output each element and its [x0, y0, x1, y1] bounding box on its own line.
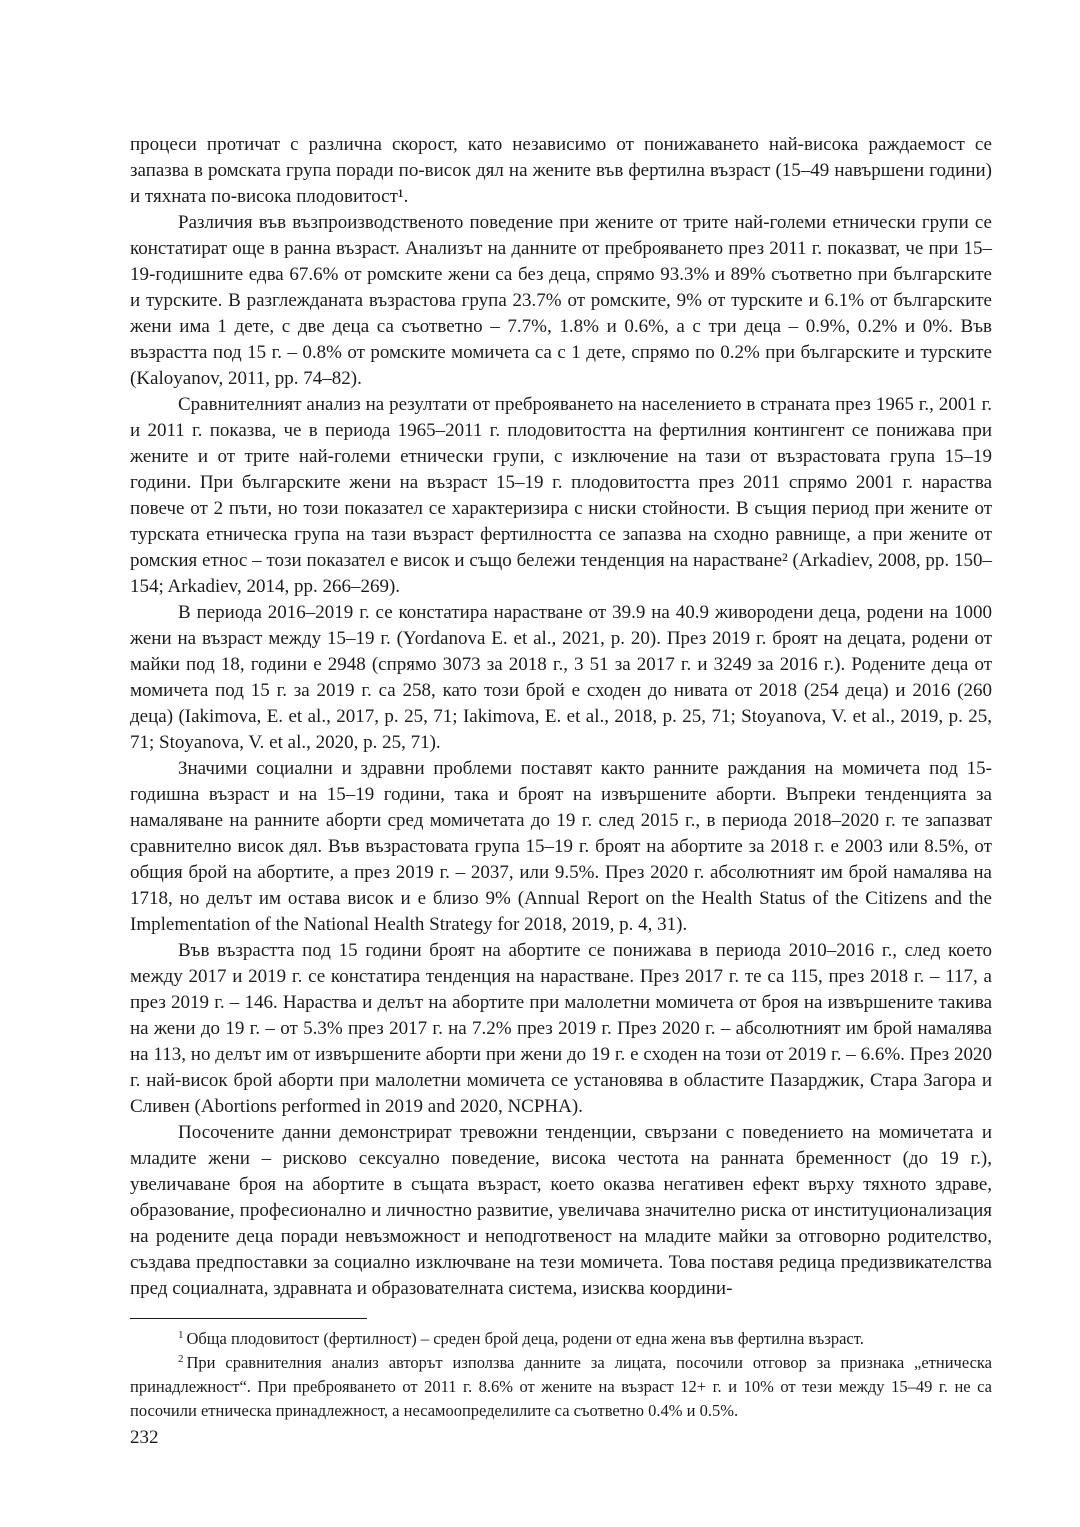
paragraph: Различия във възпроизводственото поведение при жените от трите най-големи етнически групи се констатират още в ранна възраст. Анализът на данните от преброяването през 2011 г. показват, че при 15–19-годишните едва 67.6% от ромските жени са без деца, спрямо 93.3% и 89% съответно при българските и турските. В разглежданата възрастова група 23.7% от ромските, 9% от турските и 6.1% от българските жени има 1 дете, с две деца са съответно – 7.7%, 1.8% и 0.6%, а с три деца – 0.9%, 0.2% и 0%. Във възрастта под 15 г. – 0.8% от ромските момичета са с 1 дете, спрямо по 0.2% при българските и турските (Kaloyanov, 2011, pp. 74–82). — [130, 212, 992, 389]
page-number: 232 — [130, 1427, 159, 1448]
paragraph: Значими социални и здравни проблеми поставят както ранните раждания на момичета под 15-годишна възраст и на 15–19 години, така и броят на извършените аборти. Въпреки тенденцията за намаляване на ранните аборти сред момичетата до 19 г. след 2015 г., в периода 2018–2020 г. те запазват сравнително висок дял. Във възрастовата група 15–19 г. броят на абортите за 2018 г. е 2003 или 8.5%, от общия брой на абортите, а през 2019 г. – 2037, или 9.5%. През 2020 г. абсолютният им брой намалява на 1718, но делът им остава висок и е близо 9% (Annual Report on the Health Status of the Citizens and the Implementation of the National Health Strategy for 2018, 2019, p. 4, 31). — [130, 758, 992, 935]
paragraph: В периода 2016–2019 г. се констатира нарастване от 39.9 на 40.9 живородени деца, родени на 1000 жени на възраст между 15–19 г. (Yordanova E. et al., 2021, p. 20). През 2019 г. броят на децата, родени от майки под 18, години е 2948 (спрямо 3073 за 2018 г., 3 51 за 2017 г. и 3249 за 2016 г.). Родените деца от момичета под 15 г. за 2019 г. са 258, като този брой е сходен до нивата от 2018 (254 деца) и 2016 (260 деца) (Iakimova, E. et al., 2017, p. 25, 71; Iakimova, E. et al., 2018, p. 25, 71; Stoyanova, V. et al., 2019, p. 25, 71; Stoyanova, V. et al., 2020, p. 25, 71). — [130, 602, 992, 753]
footnote-marker: 2 — [178, 1352, 184, 1365]
footnotes-section — [130, 1318, 992, 1423]
footnote — [130, 1351, 992, 1423]
paragraph: процеси протичат с различна скорост, като независимо от понижаването най-висока раждаемост се запазва в ромската група поради по-висок дял на жените във фертилна възраст (15–49 навършени години) и тяхната по-висока плодовитост¹. — [130, 134, 992, 207]
paragraph: Във възрастта под 15 години броят на абортите се понижава в периода 2010–2016 г., след което между 2017 и 2019 г. се констатира тенденция на нарастване. През 2017 г. те са 115, през 2018 г. – 117, а през 2019 г. – 146. Нараства и делът на абортите при малолетни момичета от броя на извършените такива на жени до 19 г. – от 5.3% през 2017 г. на 7.2% през 2019 г. През 2020 г. – абсолютният им брой намалява на 113, но делът им от извършените аборти при жени до 19 г. е сходен на този от 2019 г. – 6.6%. През 2020 г. най-висок брой аборти при малолетни момичета се установява в областите Пазарджик, Стара Загора и Сливен (Abortions performed in 2019 and 2020, NCPHA). — [130, 940, 992, 1117]
footnote-separator — [130, 1318, 367, 1319]
paragraph: Сравнителният анализ на резултати от преброяването на населението в страната през 1965 г., 2001 г. и 2011 г. показва, че в периода 1965–2011 г. плодовитостта на фертилния контингент се понижава при жените и от трите най-големи етнически групи, с изключение на тази от възрастовата група 15–19 години. При българските жени на възраст 15–19 г. плодовитостта през 2011 спрямо 2001 г. нараства повече от 2 пъти, но този показател се характеризира с ниски стойности. В същия период при жените от турската етническа група на тази възраст фертилността се запазва на сходно равнище, а при жените от ромския етнос – този показател е висок и също бележи тенденция на нарастване² (Arkadiev, 2008, pp. 150–154; Arkadiev, 2014, pp. 266–269). — [130, 394, 992, 597]
page-body — [130, 132, 992, 1302]
footnote-text: При сравнителния анализ авторът използва данните за лицата, посочили отговор за признака „етническа принадлежност“. При преброяването от 2011 г. 8.6% от жените на възраст 12+ г. и 10% от тези между 15–49 г. не са посочили етническа принадлежност, а несамоопределилите са съответно 0.4% и 0.5%. — [130, 1353, 992, 1420]
paragraph: Посочените данни демонстрират тревожни тенденции, свързани с поведението на момичетата и младите жени – рисково сексуално поведение, висока честота на ранната бременност (до 19 г.), увеличаване броя на абортите в същата възраст, което оказва негативен ефект върху тяхното здраве, образование, професионално и личностно развитие, увеличава значително риска от институционализация на родените деца поради невъзможност и неподготвеност на младите майки за отговорно родителство, създава предпоставки за социално изключване на тези момичета. Това поставя редица предизвикателства пред социалната, здравната и образователната система, изисква координи- — [130, 1122, 992, 1299]
footnote-text: Обща плодовитост (фертилност) – среден брой деца, родени от една жена във фертилна възраст. — [186, 1329, 864, 1348]
footnote — [130, 1327, 992, 1351]
footnote-marker: 1 — [178, 1328, 184, 1341]
